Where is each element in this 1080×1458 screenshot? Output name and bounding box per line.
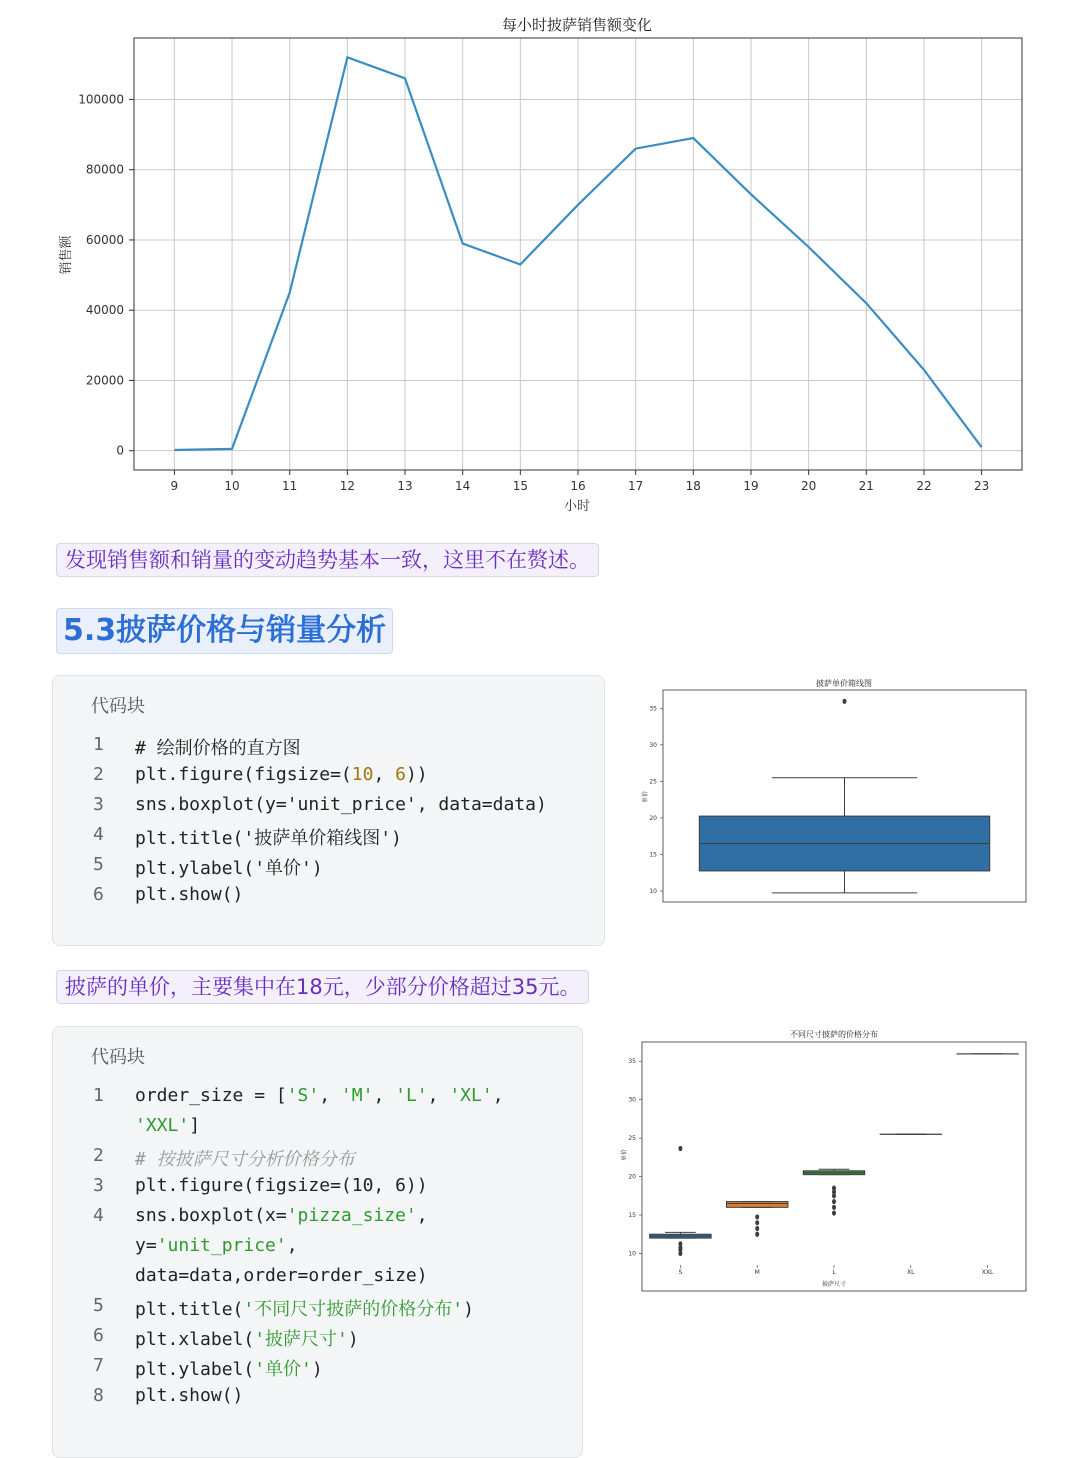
- outlier-point: [832, 1193, 836, 1198]
- chart-title: 每小时披萨销售额变化: [502, 16, 652, 34]
- code-token: data=data,order=order_size): [135, 1265, 428, 1286]
- code-token: ,: [417, 1205, 428, 1226]
- hourly-sales-line-chart: [0, 0, 1080, 520]
- y-tick-label: 35: [628, 1058, 636, 1065]
- code-line: [135, 1385, 243, 1406]
- code-token: )): [406, 764, 428, 785]
- y-tick-label: 20: [628, 1174, 636, 1181]
- code-line: [135, 794, 547, 815]
- outlier-point: [755, 1214, 759, 1219]
- chart-ticks: [649, 705, 663, 895]
- line-number: 1: [93, 734, 113, 755]
- y-tick-label: 60000: [86, 233, 124, 247]
- x-tick-label: 20: [801, 479, 816, 493]
- code-token: plt.title('披萨单价箱线图'): [135, 828, 402, 849]
- size-price-boxplot: [600, 1025, 1040, 1295]
- line-number: 5: [93, 854, 113, 875]
- code-block-1: [52, 675, 605, 946]
- line-number: 3: [93, 1175, 113, 1196]
- y-tick-label: 0: [116, 444, 124, 458]
- code-token: 'M': [341, 1085, 374, 1106]
- code-token: '单价': [254, 1359, 312, 1380]
- y-tick-label: 15: [628, 1212, 636, 1219]
- code-line: [135, 1355, 323, 1381]
- x-tick-label: 22: [916, 479, 931, 493]
- code-block-2: [52, 1026, 583, 1458]
- y-tick-label: 25: [649, 778, 657, 785]
- box-s: [650, 1146, 711, 1256]
- outlier-point: [755, 1220, 759, 1225]
- x-tick-label: 15: [513, 479, 528, 493]
- code-token: y=: [135, 1235, 157, 1256]
- code-token: plt.title(: [135, 1299, 243, 1320]
- line-number: 1: [93, 1085, 113, 1106]
- y-tick-label: 30: [628, 1097, 636, 1104]
- chart-xlabel: 小时: [564, 499, 590, 514]
- code-token: sns.boxplot(x=: [135, 1205, 287, 1226]
- line-number: 8: [93, 1385, 113, 1406]
- code-token: 'pizza_size': [287, 1205, 417, 1226]
- code-token: 10: [352, 764, 374, 785]
- section-heading: 5.3披萨价格与销量分析: [56, 608, 393, 654]
- x-tick-label: 14: [455, 479, 470, 493]
- code-token: ,: [373, 1085, 395, 1106]
- x-tick-label: 10: [224, 479, 239, 493]
- y-tick-label: 20000: [86, 373, 124, 387]
- code-token: '不同尺寸披萨的价格分布': [243, 1299, 463, 1320]
- code-token: ,: [373, 764, 395, 785]
- code-token: sns.boxplot(y='unit_price', data=data): [135, 794, 547, 815]
- code-token: 'S': [287, 1085, 320, 1106]
- chart-ylabel: 销售额: [58, 235, 74, 275]
- code-line: [135, 1145, 355, 1171]
- x-tick-label: 17: [628, 479, 643, 493]
- chart-ylabel: 单价: [641, 791, 649, 803]
- x-tick-label: 9: [171, 479, 179, 493]
- code-line: [135, 1205, 428, 1226]
- chart-grid: [134, 38, 1022, 470]
- outlier-point: [678, 1146, 682, 1151]
- code-block-label: 代码块: [91, 1043, 145, 1069]
- code-token: ): [463, 1299, 474, 1320]
- line-number: 6: [93, 884, 113, 905]
- y-tick-label: 40000: [86, 303, 124, 317]
- x-tick-label: 16: [570, 479, 585, 493]
- line-number: 4: [93, 824, 113, 845]
- y-tick-label: 80000: [86, 163, 124, 177]
- code-token: 'unit_price': [157, 1235, 287, 1256]
- x-tick-label: 23: [974, 479, 989, 493]
- code-line: [135, 764, 428, 785]
- x-tick-label: L: [832, 1269, 836, 1276]
- chart-xlabel: 披萨尺寸: [822, 1280, 846, 1288]
- code-token: plt.figure(figsize=(: [135, 764, 352, 785]
- chart-ticks: [78, 92, 989, 493]
- chart-ticks: [628, 1058, 994, 1276]
- code-token: ,: [493, 1085, 504, 1106]
- x-tick-label: 13: [397, 479, 412, 493]
- code-token: plt.show(): [135, 884, 243, 905]
- trend-note: 发现销售额和销量的变动趋势基本一致，这里不在赘述。: [56, 543, 599, 577]
- outlier-point: [832, 1210, 836, 1215]
- code-line: [135, 1085, 504, 1106]
- code-token: ,: [319, 1085, 341, 1106]
- code-token: 6: [395, 764, 406, 785]
- y-tick-label: 10: [649, 888, 657, 895]
- code-line: [135, 734, 301, 760]
- code-token: 'XL': [449, 1085, 492, 1106]
- x-tick-label: 12: [340, 479, 355, 493]
- y-tick-label: 100000: [78, 92, 124, 106]
- code-token: plt.figure(figsize=(10, 6)): [135, 1175, 428, 1196]
- code-line: [135, 884, 243, 905]
- x-tick-label: 21: [859, 479, 874, 493]
- plot-frame: [642, 1042, 1026, 1291]
- y-tick-label: 20: [649, 815, 657, 822]
- x-tick-label: XXL: [982, 1269, 994, 1276]
- code-token: plt.show(): [135, 1385, 243, 1406]
- code-line: [135, 1325, 359, 1351]
- outlier-point: [755, 1226, 759, 1231]
- code-token: ,: [287, 1235, 298, 1256]
- x-tick-label: S: [678, 1269, 682, 1276]
- line-number: 2: [93, 764, 113, 785]
- outlier-point: [843, 699, 847, 704]
- outlier-point: [755, 1232, 759, 1237]
- line-number: 7: [93, 1355, 113, 1376]
- code-line: [135, 1175, 428, 1196]
- box-body: [726, 1202, 787, 1208]
- y-tick-label: 25: [628, 1135, 636, 1142]
- x-tick-label: XL: [907, 1269, 915, 1276]
- code-token: plt.ylabel('单价'): [135, 858, 323, 879]
- code-line: [135, 854, 323, 880]
- code-token: ,: [428, 1085, 450, 1106]
- code-line: [135, 824, 402, 850]
- code-token: 'L': [395, 1085, 428, 1106]
- code-token: # 按披萨尺寸分析价格分布: [135, 1149, 355, 1170]
- line-number: 5: [93, 1295, 113, 1316]
- line-number: 3: [93, 794, 113, 815]
- unit-price-boxplot: [620, 672, 1040, 912]
- chart-title: 不同尺寸披萨的价格分布: [790, 1029, 878, 1039]
- price-note: 披萨的单价，主要集中在18元，少部分价格超过35元。: [56, 970, 589, 1004]
- y-tick-label: 30: [649, 742, 657, 749]
- y-tick-label: 10: [628, 1250, 636, 1257]
- x-tick-label: 19: [743, 479, 758, 493]
- y-tick-label: 35: [649, 705, 657, 712]
- code-token: # 绘制价格的直方图: [135, 738, 301, 759]
- code-token: ): [348, 1329, 359, 1350]
- line-number: 2: [93, 1145, 113, 1166]
- code-token: 'XXL': [135, 1115, 189, 1136]
- x-tick-label: 18: [686, 479, 701, 493]
- code-block-label: 代码块: [91, 692, 145, 718]
- chart-ylabel: 单价: [620, 1149, 628, 1161]
- code-token: plt.xlabel(: [135, 1329, 254, 1350]
- code-line: [135, 1295, 474, 1321]
- x-tick-label: 11: [282, 479, 297, 493]
- line-number: 4: [93, 1205, 113, 1226]
- code-line: [135, 1115, 200, 1136]
- outlier-point: [678, 1251, 682, 1256]
- box-l: [803, 1169, 864, 1215]
- x-tick-label: M: [755, 1269, 760, 1276]
- code-token: plt.ylabel(: [135, 1359, 254, 1380]
- box-marks: [650, 1054, 1019, 1256]
- y-tick-label: 15: [649, 851, 657, 858]
- code-token: ): [312, 1359, 323, 1380]
- code-token: order_size = [: [135, 1085, 287, 1106]
- code-token: '披萨尺寸': [254, 1329, 348, 1350]
- outlier-point: [832, 1205, 836, 1210]
- code-line: [135, 1235, 298, 1256]
- line-number: 6: [93, 1325, 113, 1346]
- box-marks: [699, 699, 989, 893]
- chart-title: 披萨单价箱线图: [816, 678, 872, 688]
- box-m: [726, 1202, 787, 1237]
- box-price: [699, 699, 989, 893]
- code-token: ]: [189, 1115, 200, 1136]
- outlier-point: [832, 1199, 836, 1204]
- code-line: [135, 1265, 428, 1286]
